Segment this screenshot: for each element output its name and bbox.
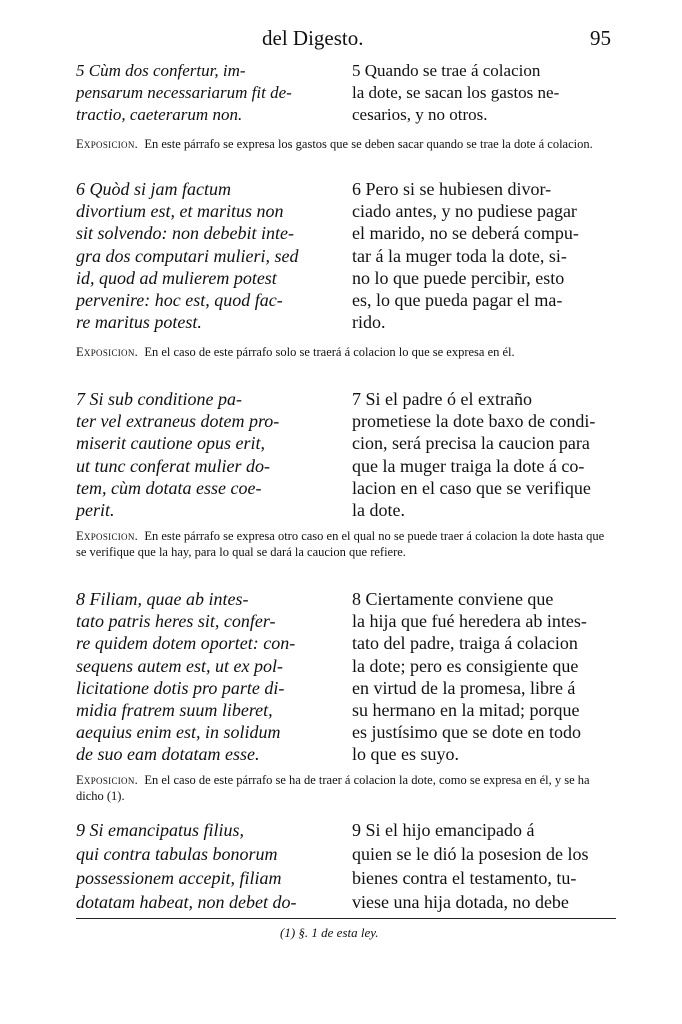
latin-text: 6 Quòd si jam factum divortium est, et maritus non sit solvendo: non debebit inte- gra dos computari mulieri, sed id, quod ad mulierem potest pervenire: hoc est, quod fac- re maritus potest. bbox=[76, 179, 299, 333]
spanish-text: 8 Ciertamente conviene que la hija que fué heredera ab intes- tato del padre, traiga á colacion la dote; pero es consigiente que en virtud de la promesa, libre á su hermano en la mitad; porque es justísimo que se dote en todo lo que es suyo. bbox=[352, 589, 587, 765]
exposicion-label: Exposicion. bbox=[76, 137, 139, 151]
latin-text: 5 Cùm dos confertur, im- pensarum necessariarum fit de- tractio, caeterarum non. bbox=[76, 61, 292, 124]
exposicion-label: Exposicion. bbox=[76, 773, 139, 787]
page-number: 95 bbox=[590, 26, 611, 50]
footnote-rule bbox=[76, 918, 616, 919]
exposicion-note bbox=[76, 136, 616, 152]
exposicion-note bbox=[76, 772, 616, 804]
exposicion-text: En el caso de este párrafo se ha de traer á colacion la dote, como se expresa en él, y se ha dicho (1). bbox=[76, 773, 590, 803]
exposicion-text: En este párrafo se expresa otro caso en el qual no se puede traer á colacion la dote hasta que se verifique que la hay, para lo qual se dará la caucion que refiere. bbox=[76, 529, 605, 559]
exposicion-label: Exposicion. bbox=[76, 529, 139, 543]
exposicion-note bbox=[76, 528, 616, 560]
latin-text: 7 Si sub conditione pa- ter vel extraneus dotem pro- miserit cautione opus erit, ut tunc conferat mulier do- tem, cùm dotata esse coe- perit. bbox=[76, 389, 280, 521]
footnote: (1) §. 1 de esta ley. bbox=[280, 925, 379, 940]
latin-text: 8 Filiam, quae ab intes- tato patris heres sit, confer- re quidem dotem oportet: con- sequens autem est, ut ex pol- licitatione dotis pro parte di- midia fratrem suum liberet, aequius enim est, in solidum de suo eam dotatam esse. bbox=[76, 589, 296, 765]
running-title: del Digesto. bbox=[262, 26, 364, 50]
spanish-text: 5 Quando se trae á colacion la dote, se sacan los gastos ne- cesarios, y no otros. bbox=[352, 61, 560, 124]
exposicion-text: En este párrafo se expresa los gastos que se deben sacar quando se trae la dote á colacion. bbox=[144, 137, 593, 151]
spanish-text: 9 Si el hijo emancipado á quien se le dió la posesion de los bienes contra el testamento, tu- viese una hija dotada, no debe bbox=[352, 820, 589, 912]
exposicion-label: Exposicion. bbox=[76, 345, 139, 359]
exposicion-text: En el caso de este párrafo solo se traerá á colacion lo que se expresa en él. bbox=[144, 345, 515, 359]
running-head bbox=[0, 26, 682, 56]
spanish-text: 6 Pero si se hubiesen divor- ciado antes, y no pudiese pagar el marido, no se deberá compu- tar á la muger toda la dote, si- no lo que puede percibir, esto es, lo que pueda pagar el ma- rido. bbox=[352, 179, 579, 333]
exposicion-note bbox=[76, 344, 616, 360]
latin-text: 9 Si emancipatus filius, qui contra tabulas bonorum possessionem accepit, filiam dotatam habeat, non debet do- bbox=[76, 820, 297, 912]
spanish-text: 7 Si el padre ó el extraño prometiese la dote baxo de condi- cion, será precisa la caucion para que la muger traiga la dote á co- lacion en el caso que se verifique la dote. bbox=[352, 389, 596, 521]
